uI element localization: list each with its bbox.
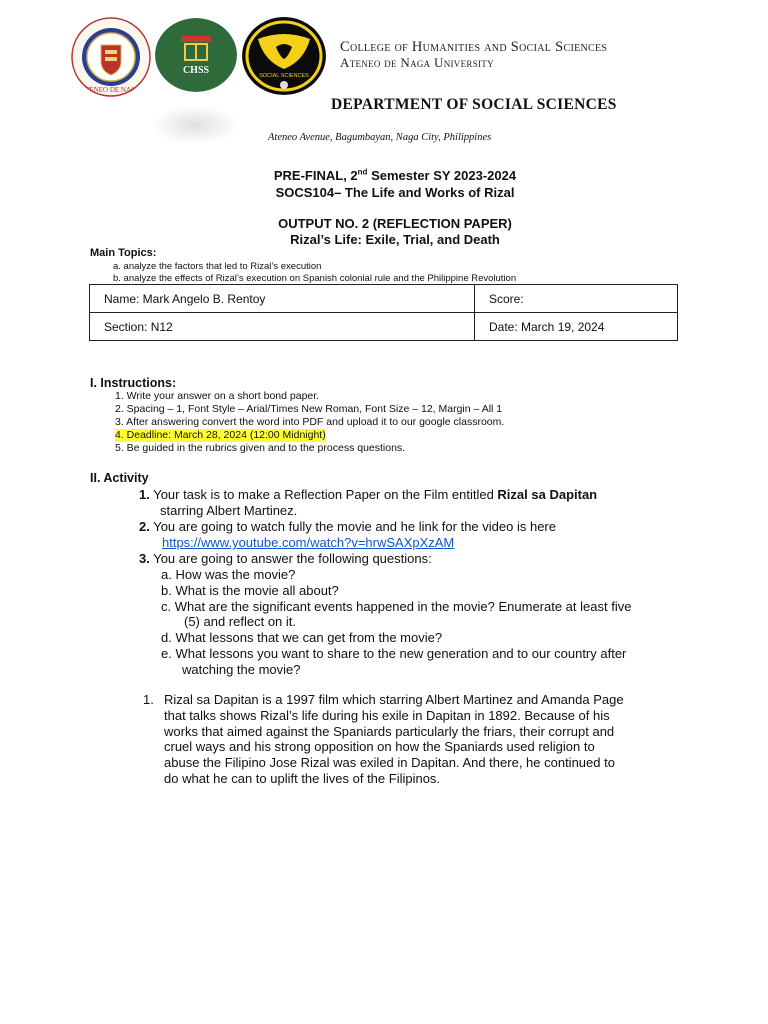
question-item: a. How was the movie? [161,567,296,582]
instruction-item: 5. Be guided in the rubrics given and to the process questions. [115,442,406,454]
logo-shadow [150,105,240,145]
instructions-heading: I. Instructions: [90,376,177,390]
chss-logo [155,18,237,92]
video-link[interactable]: https://www.youtube.com/watch?v=hrwSAXpXzAM [162,535,455,550]
activity-item-2-num: 2. [139,519,150,534]
college-line-1: College of Humanities and Social Sciences [340,39,608,55]
score-cell: Score: [475,285,678,313]
answer-line: that talks shows Rizal’s life during his exile in Dapitan in 1892. Because of his [164,707,610,723]
question-item: e. What lessons you want to share to the new generation and to our country after [161,646,627,661]
answer-line: do what he can to uplift the lives of the Filipinos. [164,770,441,786]
answer-number: 1. [143,692,154,707]
activity-heading: II. Activity [90,471,149,485]
instruction-item: 3. After answering convert the word into PDF and upload it to our google classroom. [115,416,505,428]
instruction-item: 1. Write your answer on a short bond paper. [115,390,320,402]
question-item-cont: watching the movie? [182,662,301,677]
college-line-2: Ateneo de Naga University [340,55,494,70]
answer-line: abuse the Filipino Jose Rizal was exiled in Dapitan. And there, he continued to [164,755,615,771]
address: Ateneo Avenue, Bagumbayan, Naga City, Philippines [268,132,492,143]
exam-sup: nd [357,167,368,177]
chss-text: CHSS [182,65,210,76]
activity-item-1 [139,487,597,503]
main-topics-heading: Main Topics: [90,247,157,259]
film-title: Rizal sa Dapitan [497,487,598,502]
activity-item-3-text: You are going to answer the following questions: [149,551,432,566]
topic-item: a. analyze the factors that led to Rizal’s execution [113,261,322,272]
question-item-cont: (5) and reflect on it. [184,614,296,629]
activity-item-2 [139,519,556,535]
exam-prefix: PRE-FINAL, 2 [273,168,358,183]
activity-item-1-text: Your task is to make a Reflection Paper on the Film entitled [149,487,498,502]
activity-item-3-num: 3. [139,551,150,566]
activity-item-3 [139,551,432,567]
deadline-instruction: 4. Deadline: March 28, 2024 (12:00 Midnight) [115,429,326,441]
course-title: SOCS104– The Life and Works of Rizal [275,185,515,200]
activity-item-2-text: You are going to watch fully the movie and he link for the video is here [149,519,556,534]
student-info-table [89,284,678,341]
social-sciences-logo [242,17,326,95]
topic-item: b. analyze the effects of Rizal’s execution on Spanish colonial rule and the Philippine Revolution [113,273,517,284]
question-item: c. What are the significant events happened in the movie? Enumerate at least five [161,599,632,614]
date-cell: Date: March 19, 2024 [475,313,678,341]
seal-text: ATENEO DE NAGA [80,86,142,94]
output-subtitle: Rizal’s Life: Exile, Trial, and Death [290,232,500,247]
answer-line: works that aimed against the Spaniards particularly the friars, their corrupt and [164,723,615,739]
question-item: b. What is the movie all about? [161,583,339,598]
answer-paragraph [143,692,743,787]
exam-suffix: Semester SY 2023-2024 [367,168,517,183]
output-title: OUTPUT NO. 2 (REFLECTION PAPER) [278,216,512,231]
social-sciences-text: SOCIAL SCIENCES [259,73,309,79]
ateneo-de-naga-seal [71,17,151,97]
answer-line: Rizal sa Dapitan is a 1997 film which starring Albert Martinez and Amanda Page [164,692,624,707]
name-cell: Name: Mark Angelo B. Rentoy [90,285,475,313]
college-name [340,39,607,71]
instruction-item: 2. Spacing – 1, Font Style – Arial/Times New Roman, Font Size – 12, Margin – All 1 [115,403,503,415]
answer-line: cruel ways and his strong opposition on how the Spaniards used religion to [164,739,595,755]
question-item: d. What lessons that we can get from the movie? [161,630,443,645]
exam-title [0,168,768,183]
activity-item-1-num: 1. [139,487,150,502]
section-cell: Section: N12 [90,313,475,341]
activity-item-1-cont: starring Albert Martinez. [160,503,298,518]
department-title: DEPARTMENT OF SOCIAL SCIENCES [331,96,617,113]
